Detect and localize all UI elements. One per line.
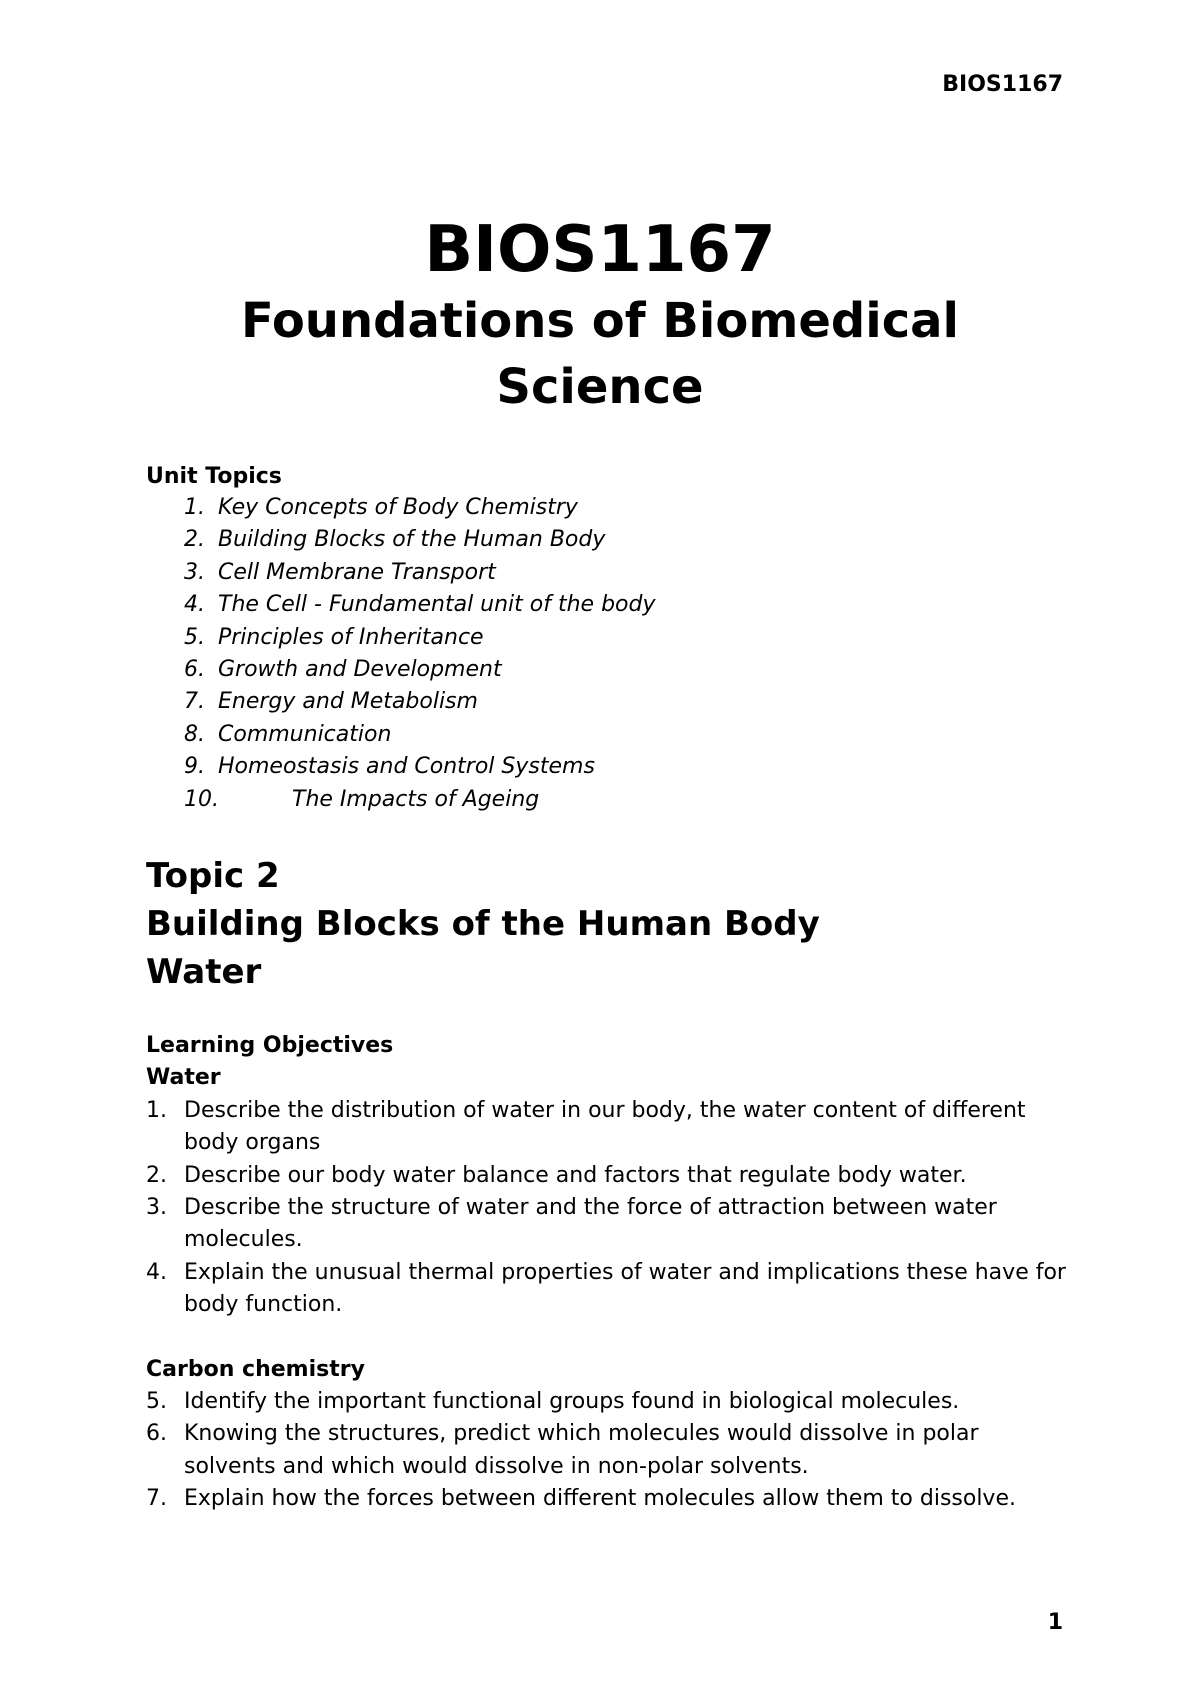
carbon-chemistry-heading: Carbon chemistry — [146, 1356, 365, 1382]
unit-topics-heading: Unit Topics — [146, 464, 282, 489]
title-block — [0, 212, 1200, 420]
learning-objectives-heading: Learning Objectives — [146, 1033, 394, 1058]
topic-number: Topic 2 — [146, 856, 280, 896]
list-item: 8. Communication — [184, 721, 392, 747]
unit-topics-section — [146, 462, 1106, 816]
topic-heading-block — [146, 852, 1106, 996]
list-item: 2. Describe our body water balance and factors that regulate body water. — [146, 1162, 967, 1188]
course-name-line2: Science — [496, 359, 704, 415]
list-item: 1. Key Concepts of Body Chemistry — [184, 495, 578, 520]
list-item: 9. Homeostasis and Control Systems — [184, 754, 595, 780]
list-item: 1. Describe the distribution of water in our body, the water content of different body organs — [146, 1097, 1026, 1156]
list-item: 5. Principles of Inheritance — [184, 624, 484, 650]
section-spacer — [146, 1322, 1066, 1354]
list-item: 5. Identify the important functional groups found in biological molecules. — [146, 1389, 960, 1415]
list-item: 3. Cell Membrane Transport — [184, 559, 496, 585]
unit-topics-list — [146, 492, 1106, 816]
list-item: 4. The Cell - Fundamental unit of the body — [184, 592, 656, 618]
topic-name: Building Blocks of the Human Body — [146, 904, 820, 944]
list-item: 6. Growth and Development — [184, 657, 502, 683]
list-item: 3. Describe the structure of water and the force of attraction between water molecules. — [146, 1195, 997, 1253]
list-item: 7. Energy and Metabolism — [184, 689, 478, 715]
list-item: 7. Explain how the forces between different molecules allow them to dissolve. — [146, 1486, 1016, 1512]
list-item: 2. Building Blocks of the Human Body — [184, 527, 606, 553]
list-item: 10. The Impacts of Ageing — [184, 786, 540, 812]
list-item: 4. Explain the unusual thermal properties of water and implications these have for body function. — [146, 1259, 1066, 1318]
learning-objectives-section — [146, 1030, 1066, 1516]
topic-subtopic: Water — [146, 952, 262, 992]
page-number: 1 — [1047, 1610, 1063, 1635]
water-objectives-list — [146, 1095, 1066, 1322]
list-item: 6. Knowing the structures, predict which molecules would dissolve in polar solvents and which would dissolve in non-polar solvents. — [146, 1421, 979, 1479]
running-header-course-code: BIOS1167 — [942, 72, 1063, 97]
course-name-line1: Foundations of Biomedical — [240, 293, 959, 349]
water-heading: Water — [146, 1065, 221, 1091]
course-code-title: BIOS1167 — [424, 213, 776, 287]
carbon-objectives-list — [146, 1386, 1066, 1516]
